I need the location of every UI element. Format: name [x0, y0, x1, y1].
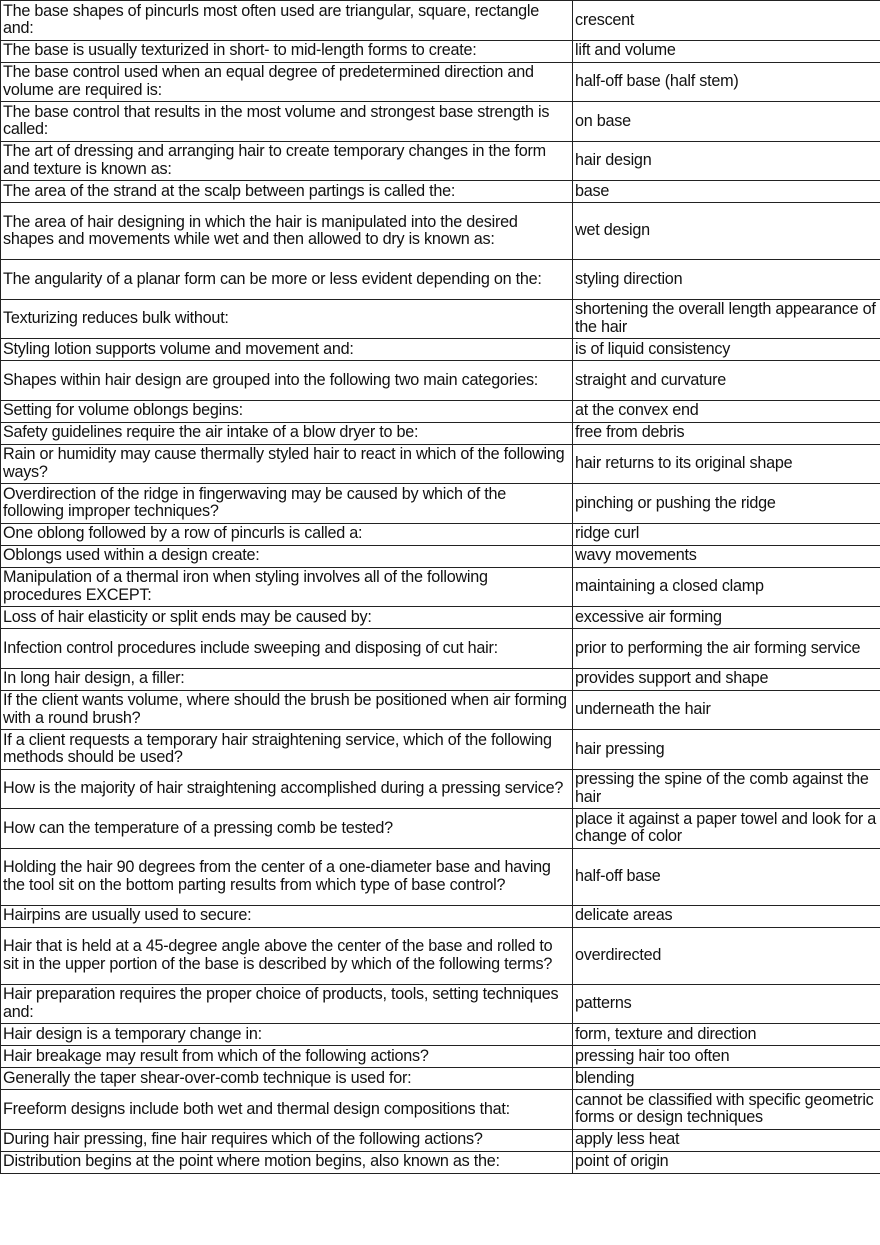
question-cell: Hair breakage may result from which of the following actions? [1, 1046, 573, 1068]
question-cell: Hair that is held at a 45-degree angle above the center of the base and rolled to sit in the upper portion of the base is described by which of the following terms? [1, 927, 573, 984]
table-body [1, 1, 880, 1174]
answer-cell: half-off base (half stem) [573, 62, 880, 102]
answer-cell: form, texture and direction [573, 1024, 880, 1046]
question-cell: The base is usually texturized in short- to mid-length forms to create: [1, 40, 573, 62]
answer-cell: styling direction [573, 260, 880, 300]
answer-cell: apply less heat [573, 1129, 880, 1151]
table-row [1, 1090, 880, 1130]
table-row [1, 523, 880, 545]
question-cell: In long hair design, a filler: [1, 668, 573, 690]
question-cell: The area of the strand at the scalp between partings is called the: [1, 181, 573, 203]
table-row [1, 607, 880, 629]
answer-cell: pinching or pushing the ridge [573, 484, 880, 524]
answer-cell: ridge curl [573, 523, 880, 545]
question-cell: During hair pressing, fine hair requires which of the following actions? [1, 1129, 573, 1151]
table-row [1, 1024, 880, 1046]
question-cell: Safety guidelines require the air intake of a blow dryer to be: [1, 422, 573, 444]
question-cell: Overdirection of the ridge in fingerwaving may be caused by which of the following improper techniques? [1, 484, 573, 524]
table-row [1, 1129, 880, 1151]
answer-cell: at the convex end [573, 400, 880, 422]
table-row [1, 400, 880, 422]
question-cell: The base control that results in the most volume and strongest base strength is called: [1, 102, 573, 142]
question-cell: If the client wants volume, where should the brush be positioned when air forming with a round brush? [1, 690, 573, 730]
table-row [1, 905, 880, 927]
table-row [1, 141, 880, 181]
answer-cell: overdirected [573, 927, 880, 984]
answer-cell: crescent [573, 1, 880, 41]
question-cell: Shapes within hair design are grouped into the following two main categories: [1, 361, 573, 401]
answer-cell: wavy movements [573, 545, 880, 567]
table-row [1, 567, 880, 607]
question-cell: Holding the hair 90 degrees from the center of a one-diameter base and having the tool sit on the bottom parting results from which type of base control? [1, 848, 573, 905]
question-cell: Infection control procedures include sweeping and disposing of cut hair: [1, 629, 573, 669]
question-cell: Rain or humidity may cause thermally styled hair to react in which of the following ways? [1, 444, 573, 484]
answer-cell: is of liquid consistency [573, 339, 880, 361]
table-row [1, 629, 880, 669]
question-cell: The art of dressing and arranging hair to create temporary changes in the form and texture is known as: [1, 141, 573, 181]
question-cell: Loss of hair elasticity or split ends may be caused by: [1, 607, 573, 629]
answer-cell: hair returns to its original shape [573, 444, 880, 484]
answer-cell: blending [573, 1068, 880, 1090]
question-cell: Setting for volume oblongs begins: [1, 400, 573, 422]
question-cell: Distribution begins at the point where motion begins, also known as the: [1, 1151, 573, 1173]
table-row [1, 299, 880, 339]
answer-cell: underneath the hair [573, 690, 880, 730]
table-row [1, 181, 880, 203]
answer-cell: free from debris [573, 422, 880, 444]
table-row [1, 484, 880, 524]
question-cell: The area of hair designing in which the hair is manipulated into the desired shapes and movements while wet and then allowed to dry is known as: [1, 203, 573, 260]
answer-cell: pressing hair too often [573, 1046, 880, 1068]
table-row [1, 1151, 880, 1173]
table-row [1, 927, 880, 984]
table-row [1, 339, 880, 361]
question-cell: Hair preparation requires the proper choice of products, tools, setting techniques and: [1, 984, 573, 1024]
answer-cell: lift and volume [573, 40, 880, 62]
answer-cell: point of origin [573, 1151, 880, 1173]
answer-cell: base [573, 181, 880, 203]
question-cell: Generally the taper shear-over-comb technique is used for: [1, 1068, 573, 1090]
table-row [1, 984, 880, 1024]
table-row [1, 444, 880, 484]
question-cell: The base shapes of pincurls most often used are triangular, square, rectangle and: [1, 1, 573, 41]
table-row [1, 809, 880, 849]
table-row [1, 1, 880, 41]
answer-cell: maintaining a closed clamp [573, 567, 880, 607]
table-row [1, 668, 880, 690]
table-row [1, 1046, 880, 1068]
question-cell: Hair design is a temporary change in: [1, 1024, 573, 1046]
table-row [1, 769, 880, 809]
answer-cell: straight and curvature [573, 361, 880, 401]
answer-cell: on base [573, 102, 880, 142]
answer-cell: wet design [573, 203, 880, 260]
answer-cell: place it against a paper towel and look for a change of color [573, 809, 880, 849]
answer-cell: prior to performing the air forming service [573, 629, 880, 669]
question-cell: If a client requests a temporary hair straightening service, which of the following methods should be used? [1, 730, 573, 770]
question-cell: The angularity of a planar form can be more or less evident depending on the: [1, 260, 573, 300]
question-cell: One oblong followed by a row of pincurls is called a: [1, 523, 573, 545]
answer-cell: half-off base [573, 848, 880, 905]
table-row [1, 422, 880, 444]
answer-cell: hair pressing [573, 730, 880, 770]
table-row [1, 690, 880, 730]
answer-cell: excessive air forming [573, 607, 880, 629]
question-cell: How is the majority of hair straightening accomplished during a pressing service? [1, 769, 573, 809]
table-row [1, 102, 880, 142]
table-row [1, 545, 880, 567]
table-row [1, 62, 880, 102]
question-cell: Manipulation of a thermal iron when styling involves all of the following procedures EXCEPT: [1, 567, 573, 607]
question-cell: Freeform designs include both wet and thermal design compositions that: [1, 1090, 573, 1130]
answer-cell: patterns [573, 984, 880, 1024]
table-row [1, 848, 880, 905]
question-cell: Oblongs used within a design create: [1, 545, 573, 567]
table-row [1, 260, 880, 300]
question-cell: How can the temperature of a pressing comb be tested? [1, 809, 573, 849]
table-row [1, 203, 880, 260]
question-cell: Hairpins are usually used to secure: [1, 905, 573, 927]
answer-cell: delicate areas [573, 905, 880, 927]
answer-cell: shortening the overall length appearance of the hair [573, 299, 880, 339]
question-cell: The base control used when an equal degree of predetermined direction and volume are required is: [1, 62, 573, 102]
answer-cell: provides support and shape [573, 668, 880, 690]
table-row [1, 361, 880, 401]
table-row [1, 730, 880, 770]
answer-cell: hair design [573, 141, 880, 181]
answer-cell: cannot be classified with specific geometric forms or design techniques [573, 1090, 880, 1130]
question-cell: Styling lotion supports volume and movement and: [1, 339, 573, 361]
table-row [1, 1068, 880, 1090]
question-cell: Texturizing reduces bulk without: [1, 299, 573, 339]
table-row [1, 40, 880, 62]
answer-cell: pressing the spine of the comb against the hair [573, 769, 880, 809]
